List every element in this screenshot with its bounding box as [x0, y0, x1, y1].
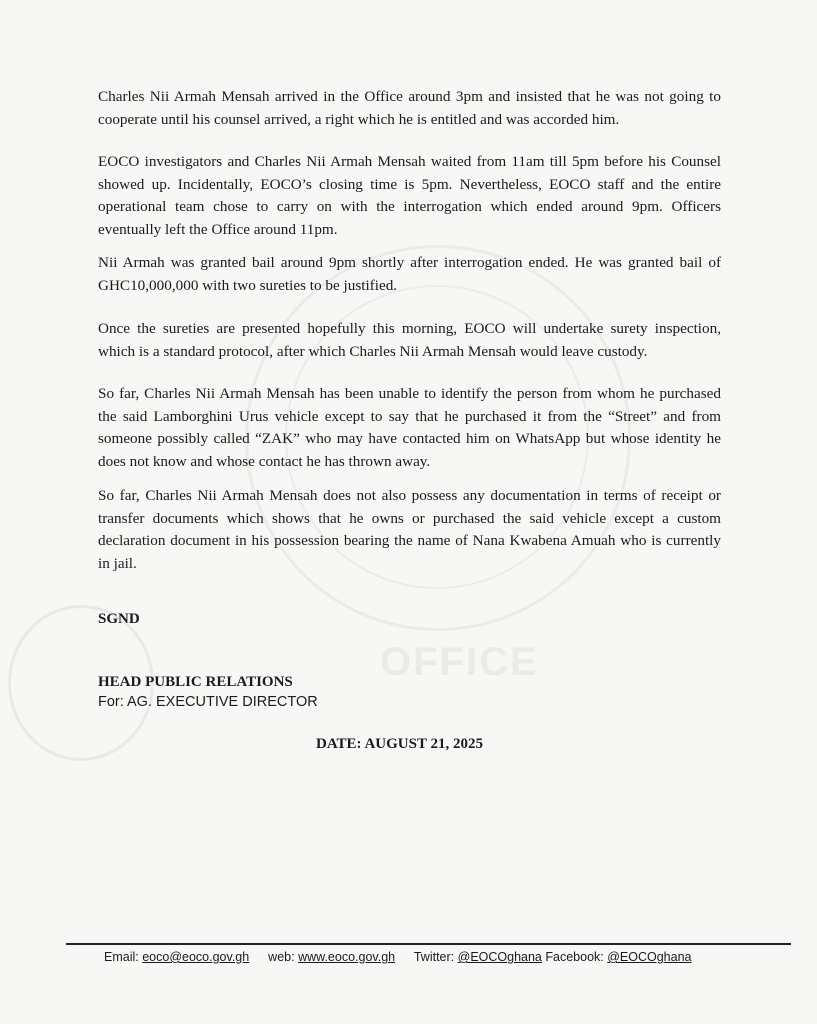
signatory-title: HEAD PUBLIC RELATIONS: [98, 674, 293, 690]
paragraph-sureties: Once the sureties are presented hopefully this morning, EOCO will undertake surety inspection, which is a standard protocol, after which Charles Nii Armah Mensah would leave custody.: [98, 320, 721, 360]
paragraph-bail: Nii Armah was granted bail around 9pm shortly after interrogation ended. He was granted bail of GHC10,000,000 with two sureties to be justified.: [98, 254, 721, 294]
email-link[interactable]: eoco@eoco.gov.gh: [142, 950, 250, 964]
paragraph-arrival: Charles Nii Armah Mensah arrived in the Office around 3pm and insisted that he was not going to cooperate until his counsel arrived, a right which he is entitled and was accorded him.: [98, 88, 721, 128]
paragraph-interrogation: EOCO investigators and Charles Nii Armah Mensah waited from 11am till 5pm before his Counsel showed up. Incidentally, EOCO’s closing time is 5pm. Nevertheless, EOCO staff and the entire operational team chose to carry on with the interrogation which ended around 9pm. Officers eventually left the Office around 11pm.: [98, 153, 721, 238]
document-date: DATE: AUGUST 21, 2025: [316, 736, 483, 752]
website-link[interactable]: www.eoco.gov.gh: [298, 950, 396, 964]
facebook-label: Facebook:: [545, 950, 604, 964]
signed-marker: SGND: [98, 611, 140, 627]
twitter-label: Twitter:: [413, 950, 455, 964]
facebook-link[interactable]: @EOCOghana: [607, 950, 692, 964]
watermark-seal-text: OFFICE: [380, 640, 539, 684]
paragraph-vehicle-source: So far, Charles Nii Armah Mensah has been unable to identify the person from whom he purchased the said Lamborghini Urus vehicle except to say that he purchased it from the “Street” and from someone possibly called “ZAK” who may have contacted him on WhatsApp but whose identity he does not know and whose contact he has thrown away.: [98, 385, 721, 470]
twitter-link[interactable]: @EOCOghana: [457, 950, 542, 964]
contact-footer: [104, 950, 784, 964]
paragraph-documentation: So far, Charles Nii Armah Mensah does not also possess any documentation in terms of receipt or transfer documents which shows that he owns or purchased the said vehicle except a custom declaration document in his possession bearing the name of Nana Kwabena Amuah who is currently in jail.: [98, 487, 721, 572]
signatory-for-line: For: AG. EXECUTIVE DIRECTOR: [98, 694, 318, 710]
footer-divider: [66, 943, 791, 945]
email-label: Email:: [104, 950, 139, 964]
web-label: web:: [268, 950, 295, 964]
